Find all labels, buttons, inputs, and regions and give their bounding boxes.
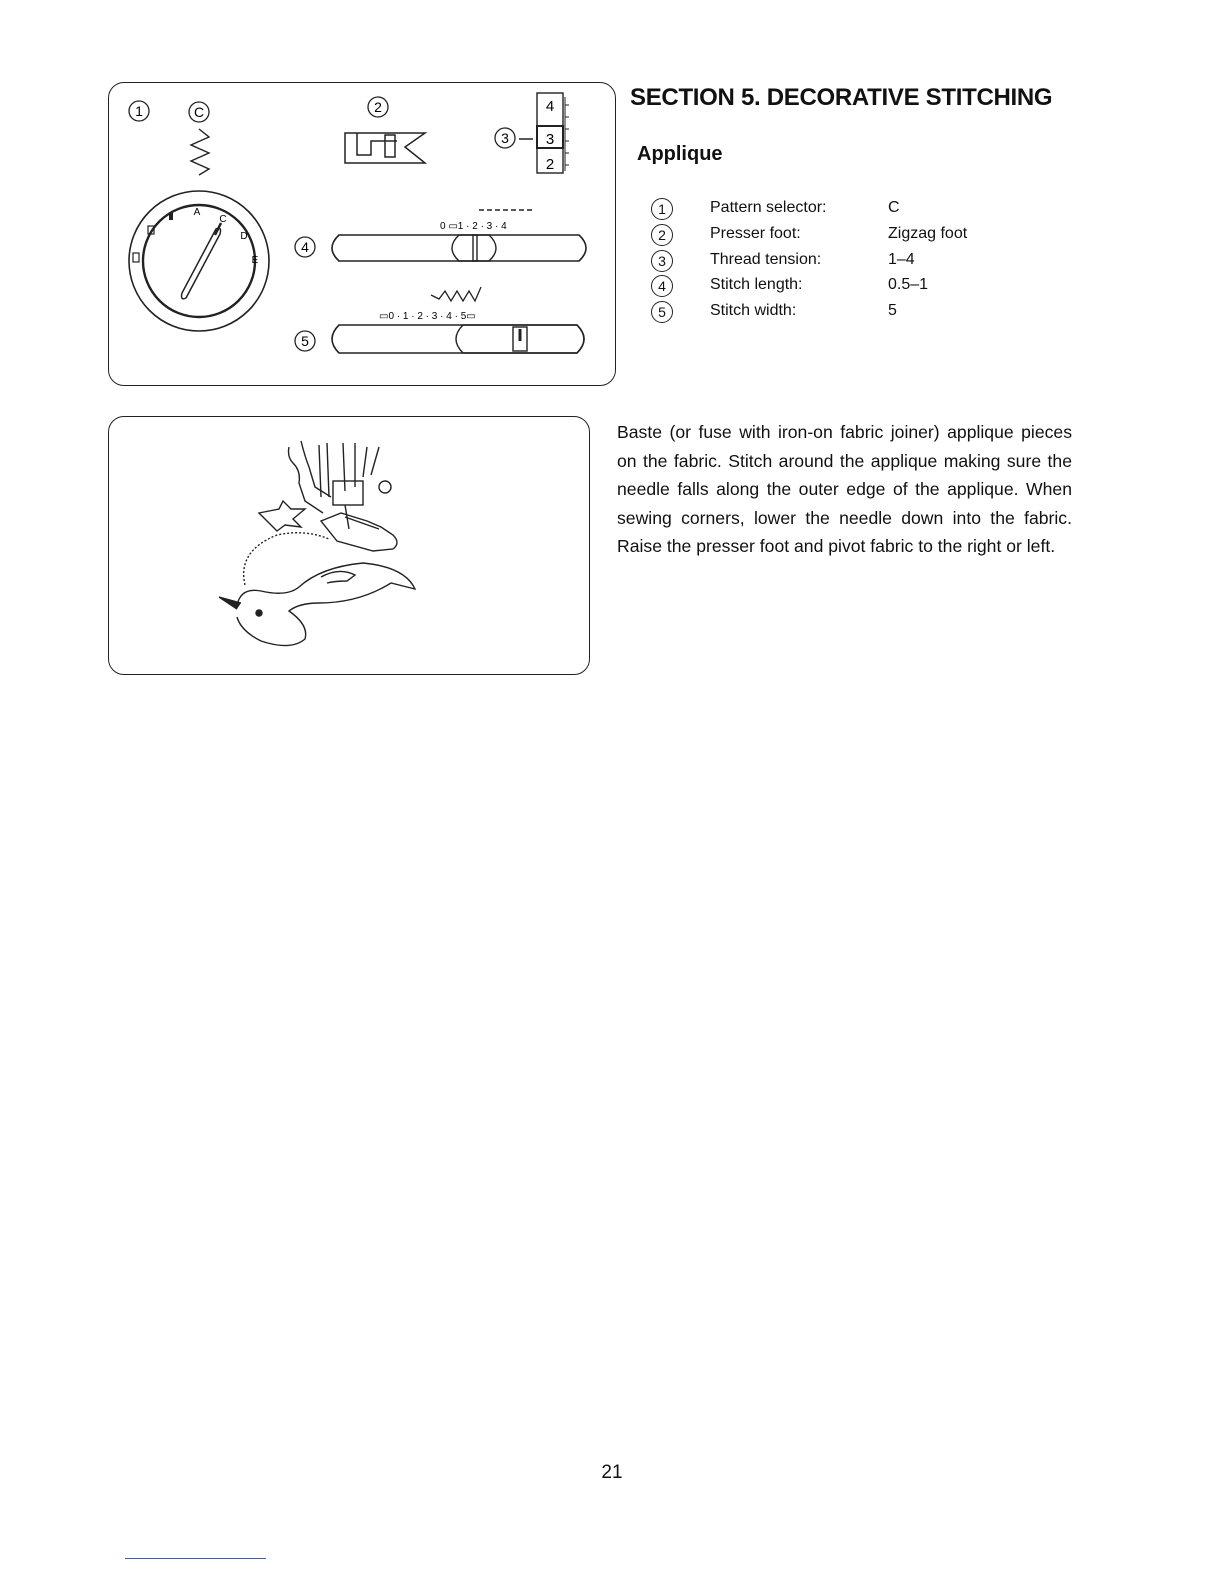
callout-1 — [129, 101, 149, 121]
tension-mark-4: 4 — [545, 98, 555, 115]
setting-number: 1 — [651, 198, 673, 220]
instruction-paragraph: Baste (or fuse with iron-on fabric joiner) applique pieces on the fabric. Stitch around the applique making sure the needle falls along the outer edge of the applique. When sewing corners, lower the needle down into the fabric. Raise the presser foot and pivot fabric to the right or left. — [617, 422, 1072, 556]
setting-value: 5 — [888, 302, 897, 319]
setting-row-presser-foot — [651, 224, 1091, 250]
page-number: 21 — [601, 1462, 623, 1483]
settings-diagram-panel — [108, 82, 616, 386]
setting-value: C — [888, 199, 900, 216]
callout-5 — [295, 331, 315, 351]
footer-rule — [125, 1558, 266, 1559]
callout-4 — [295, 237, 315, 257]
tension-mark-3: 3 — [545, 131, 555, 148]
setting-row-stitch-length — [651, 275, 1091, 301]
setting-number: 3 — [651, 250, 673, 272]
callout-5-label: 5 — [301, 333, 309, 349]
stitch-length-slider — [332, 210, 586, 261]
tension-mark-2: 2 — [545, 156, 555, 173]
setting-value: 1–4 — [888, 251, 915, 268]
thread-tension-dial — [537, 93, 569, 173]
dial-letter-d: D — [240, 231, 248, 242]
setting-label: Pattern selector: — [710, 199, 827, 216]
setting-row-thread-tension — [651, 250, 1091, 276]
setting-value: 0.5–1 — [888, 276, 929, 293]
setting-row-stitch-width — [651, 301, 1091, 327]
applique-illustration-panel — [108, 416, 590, 675]
setting-label: Stitch width: — [710, 302, 797, 319]
applique-illustration — [109, 417, 591, 676]
pattern-c-indicator — [189, 102, 209, 175]
callout-3 — [495, 128, 533, 148]
zigzag-foot-icon — [345, 133, 425, 163]
stitch-width-slider — [332, 287, 584, 353]
length-scale: 0 ▭1 · 2 · 3 · 4 — [440, 221, 507, 232]
setting-label: Stitch length: — [710, 276, 803, 293]
callout-4-label: 4 — [301, 239, 309, 255]
dial-letter-e: E — [251, 255, 259, 266]
presser-foot-illustration — [289, 441, 398, 551]
setting-number: 2 — [651, 224, 673, 246]
setting-value: Zigzag foot — [888, 225, 968, 242]
pattern-letter: C — [193, 104, 205, 120]
width-scale: ▭0 · 1 · 2 · 3 · 4 · 5▭ — [379, 311, 476, 322]
setting-number: 5 — [651, 301, 673, 323]
callout-1-label: 1 — [135, 103, 143, 119]
setting-label: Thread tension: — [710, 251, 822, 268]
subtitle: Applique — [637, 143, 723, 165]
dial-letter-a: A — [193, 207, 201, 218]
dial-letter-c: C — [219, 214, 227, 225]
fabric-corner-shape — [259, 501, 305, 531]
pattern-selector-dial — [129, 191, 269, 331]
callout-2-label: 2 — [374, 99, 382, 115]
section-title: SECTION 5. DECORATIVE STITCHING — [630, 84, 1053, 111]
callout-3-label: 3 — [501, 130, 509, 146]
settings-diagram — [109, 83, 617, 387]
callout-2 — [368, 97, 388, 117]
setting-row-pattern-selector — [651, 198, 1091, 224]
setting-number: 4 — [651, 275, 673, 297]
setting-label: Presser foot: — [710, 225, 801, 242]
zigzag-stitch-icon — [191, 129, 209, 175]
